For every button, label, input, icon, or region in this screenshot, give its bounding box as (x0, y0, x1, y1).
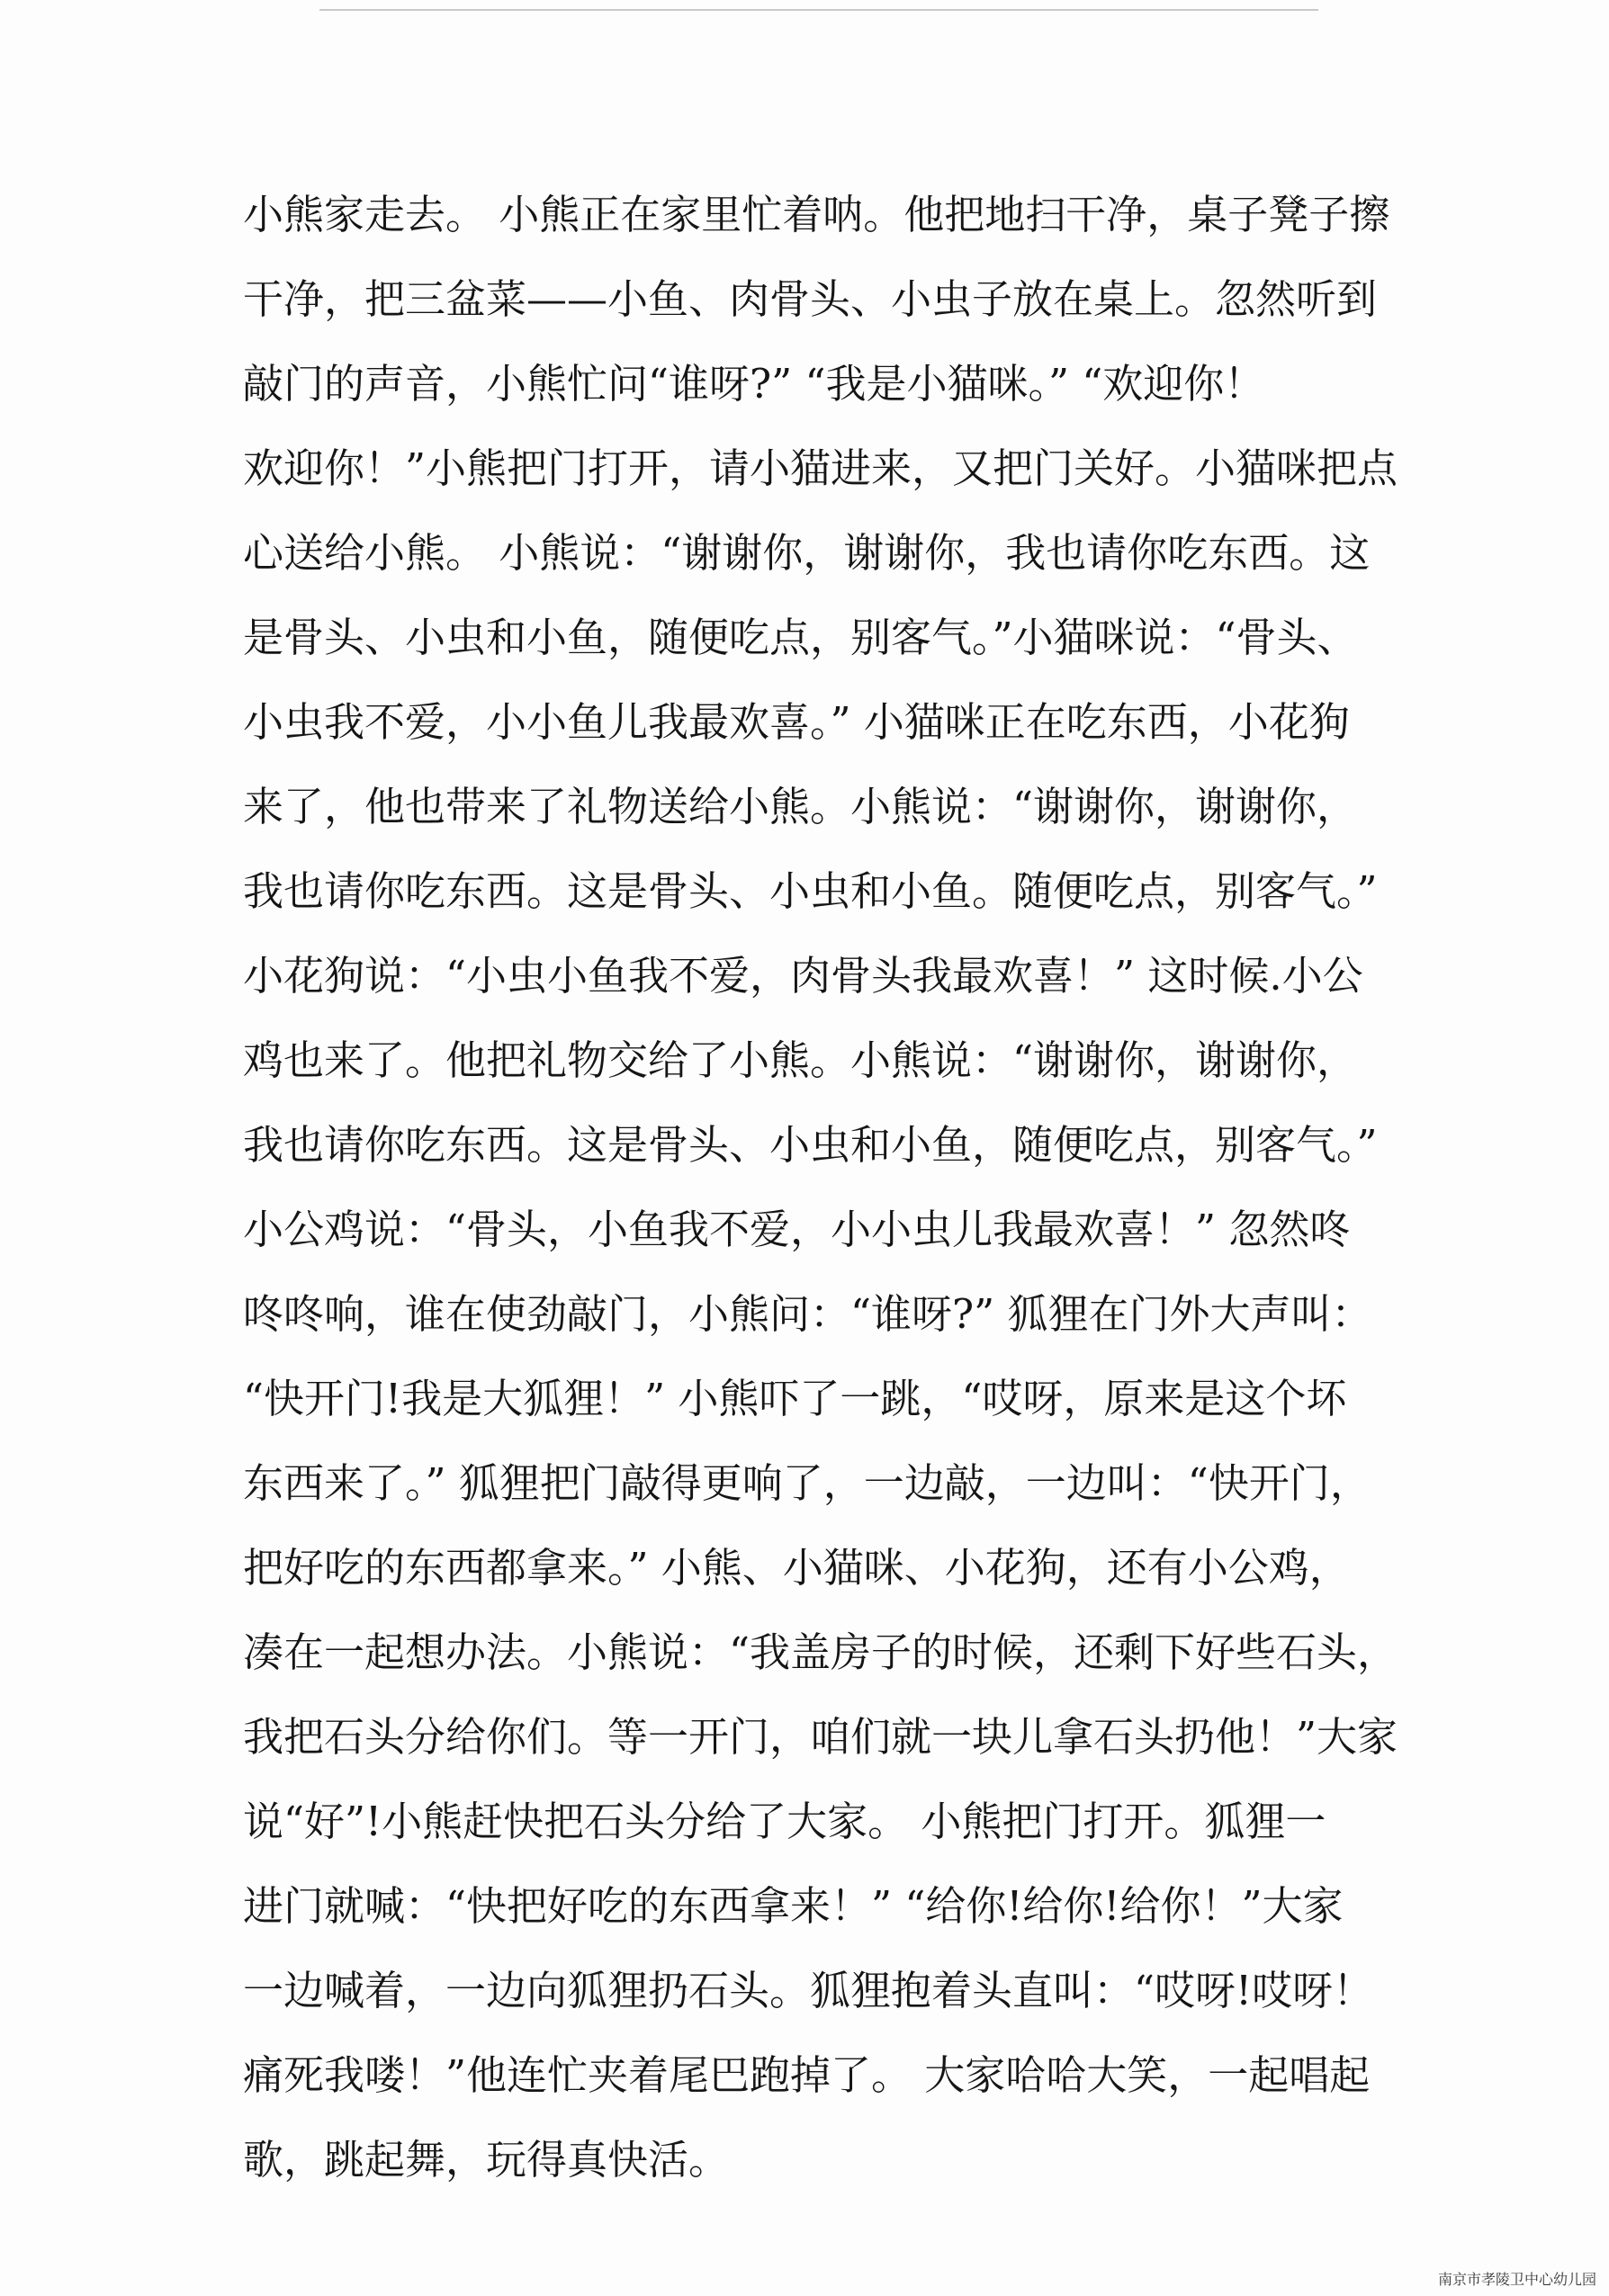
text-line: 心送给小熊。 小熊说：“谢谢你，谢谢你，我也请你吃东西。这 (243, 529, 1371, 577)
text-line: 把好吃的东西都拿来。” 小熊、小猫咪、小花狗，还有小公鸡， (243, 1544, 1350, 1592)
text-line: 我也请你吃东西。这是骨头、小虫和小鱼，随便吃点，别客气。” (243, 1121, 1378, 1169)
text-line: 来了，他也带来了礼物送给小熊。小熊说：“谢谢你，谢谢你， (243, 783, 1358, 830)
text-line: 咚咚响，谁在使劲敲门，小熊问：“谁呀?” 狐狸在门外大声叫： (243, 1290, 1372, 1338)
text-line: 进门就喊：“快把好吃的东西拿来！” “给你!给你!给你！”大家 (243, 1882, 1344, 1930)
text-line: “快开门!我是大狐狸！” 小熊吓了一跳，“哎呀，原来是这个坏 (243, 1375, 1347, 1422)
text-line: 歌，跳起舞，玩得真快活。 (243, 2136, 730, 2184)
text-line: 东西来了。” 狐狸把门敲得更响了，一边敲，一边叫：“快开门， (243, 1459, 1371, 1507)
text-line: 欢迎你！”小熊把门打开，请小猫进来，又把门关好。小猫咪把点 (243, 444, 1398, 492)
text-line: 我也请你吃东西。这是骨头、小虫和小鱼。随便吃点，别客气。” (243, 867, 1378, 915)
text-line: 小公鸡说：“骨头，小鱼我不爱，小小虫儿我最欢喜！” 忽然咚 (243, 1206, 1351, 1253)
text-line: 干净，把三盆菜——小鱼、肉骨头、小虫子放在桌上。忽然听到 (243, 275, 1378, 323)
text-line: 凑在一起想办法。小熊说：“我盖房子的时候，还剩下好些石头， (243, 1628, 1398, 1676)
text-line: 说“好”!小熊赶快把石头分给了大家。 小熊把门打开。狐狸一 (243, 1798, 1326, 1845)
text-line: 我把石头分给你们。等一开门，咱们就一块儿拿石头扔他！”大家 (243, 1713, 1398, 1761)
scan-edge-line (319, 9, 1318, 11)
text-line: 鸡也来了。他把礼物交给了小熊。小熊说：“谢谢你，谢谢你， (243, 1036, 1358, 1084)
text-line: 敲门的声音，小熊忙问“谁呀?” “我是小猫咪。” “欢迎你！ (243, 360, 1265, 408)
text-line: 小熊家走去。 小熊正在家里忙着呐。他把地扫干净，桌子凳子擦 (243, 191, 1390, 238)
story-text (243, 173, 1404, 2202)
kindergarten-stamp: 南京市孝陵卫中心幼儿园 (1437, 2271, 1596, 2288)
text-line: 痛死我喽！”他连忙夹着尾巴跑掉了。 大家哈哈大笑，一起唱起 (243, 2051, 1371, 2099)
text-line: 是骨头、小虫和小鱼，随便吃点，别客气。”小猫咪说：“骨头、 (243, 614, 1358, 661)
text-line: 小虫我不爱，小小鱼儿我最欢喜。” 小猫咪正在吃东西，小花狗 (243, 698, 1350, 746)
text-line: 小花狗说：“小虫小鱼我不爱，肉骨头我最欢喜！” 这时候.小公 (243, 952, 1363, 1000)
text-line: 一边喊着，一边向狐狸扔石头。狐狸抱着头直叫：“哎呀!哎呀！ (243, 1967, 1374, 2014)
